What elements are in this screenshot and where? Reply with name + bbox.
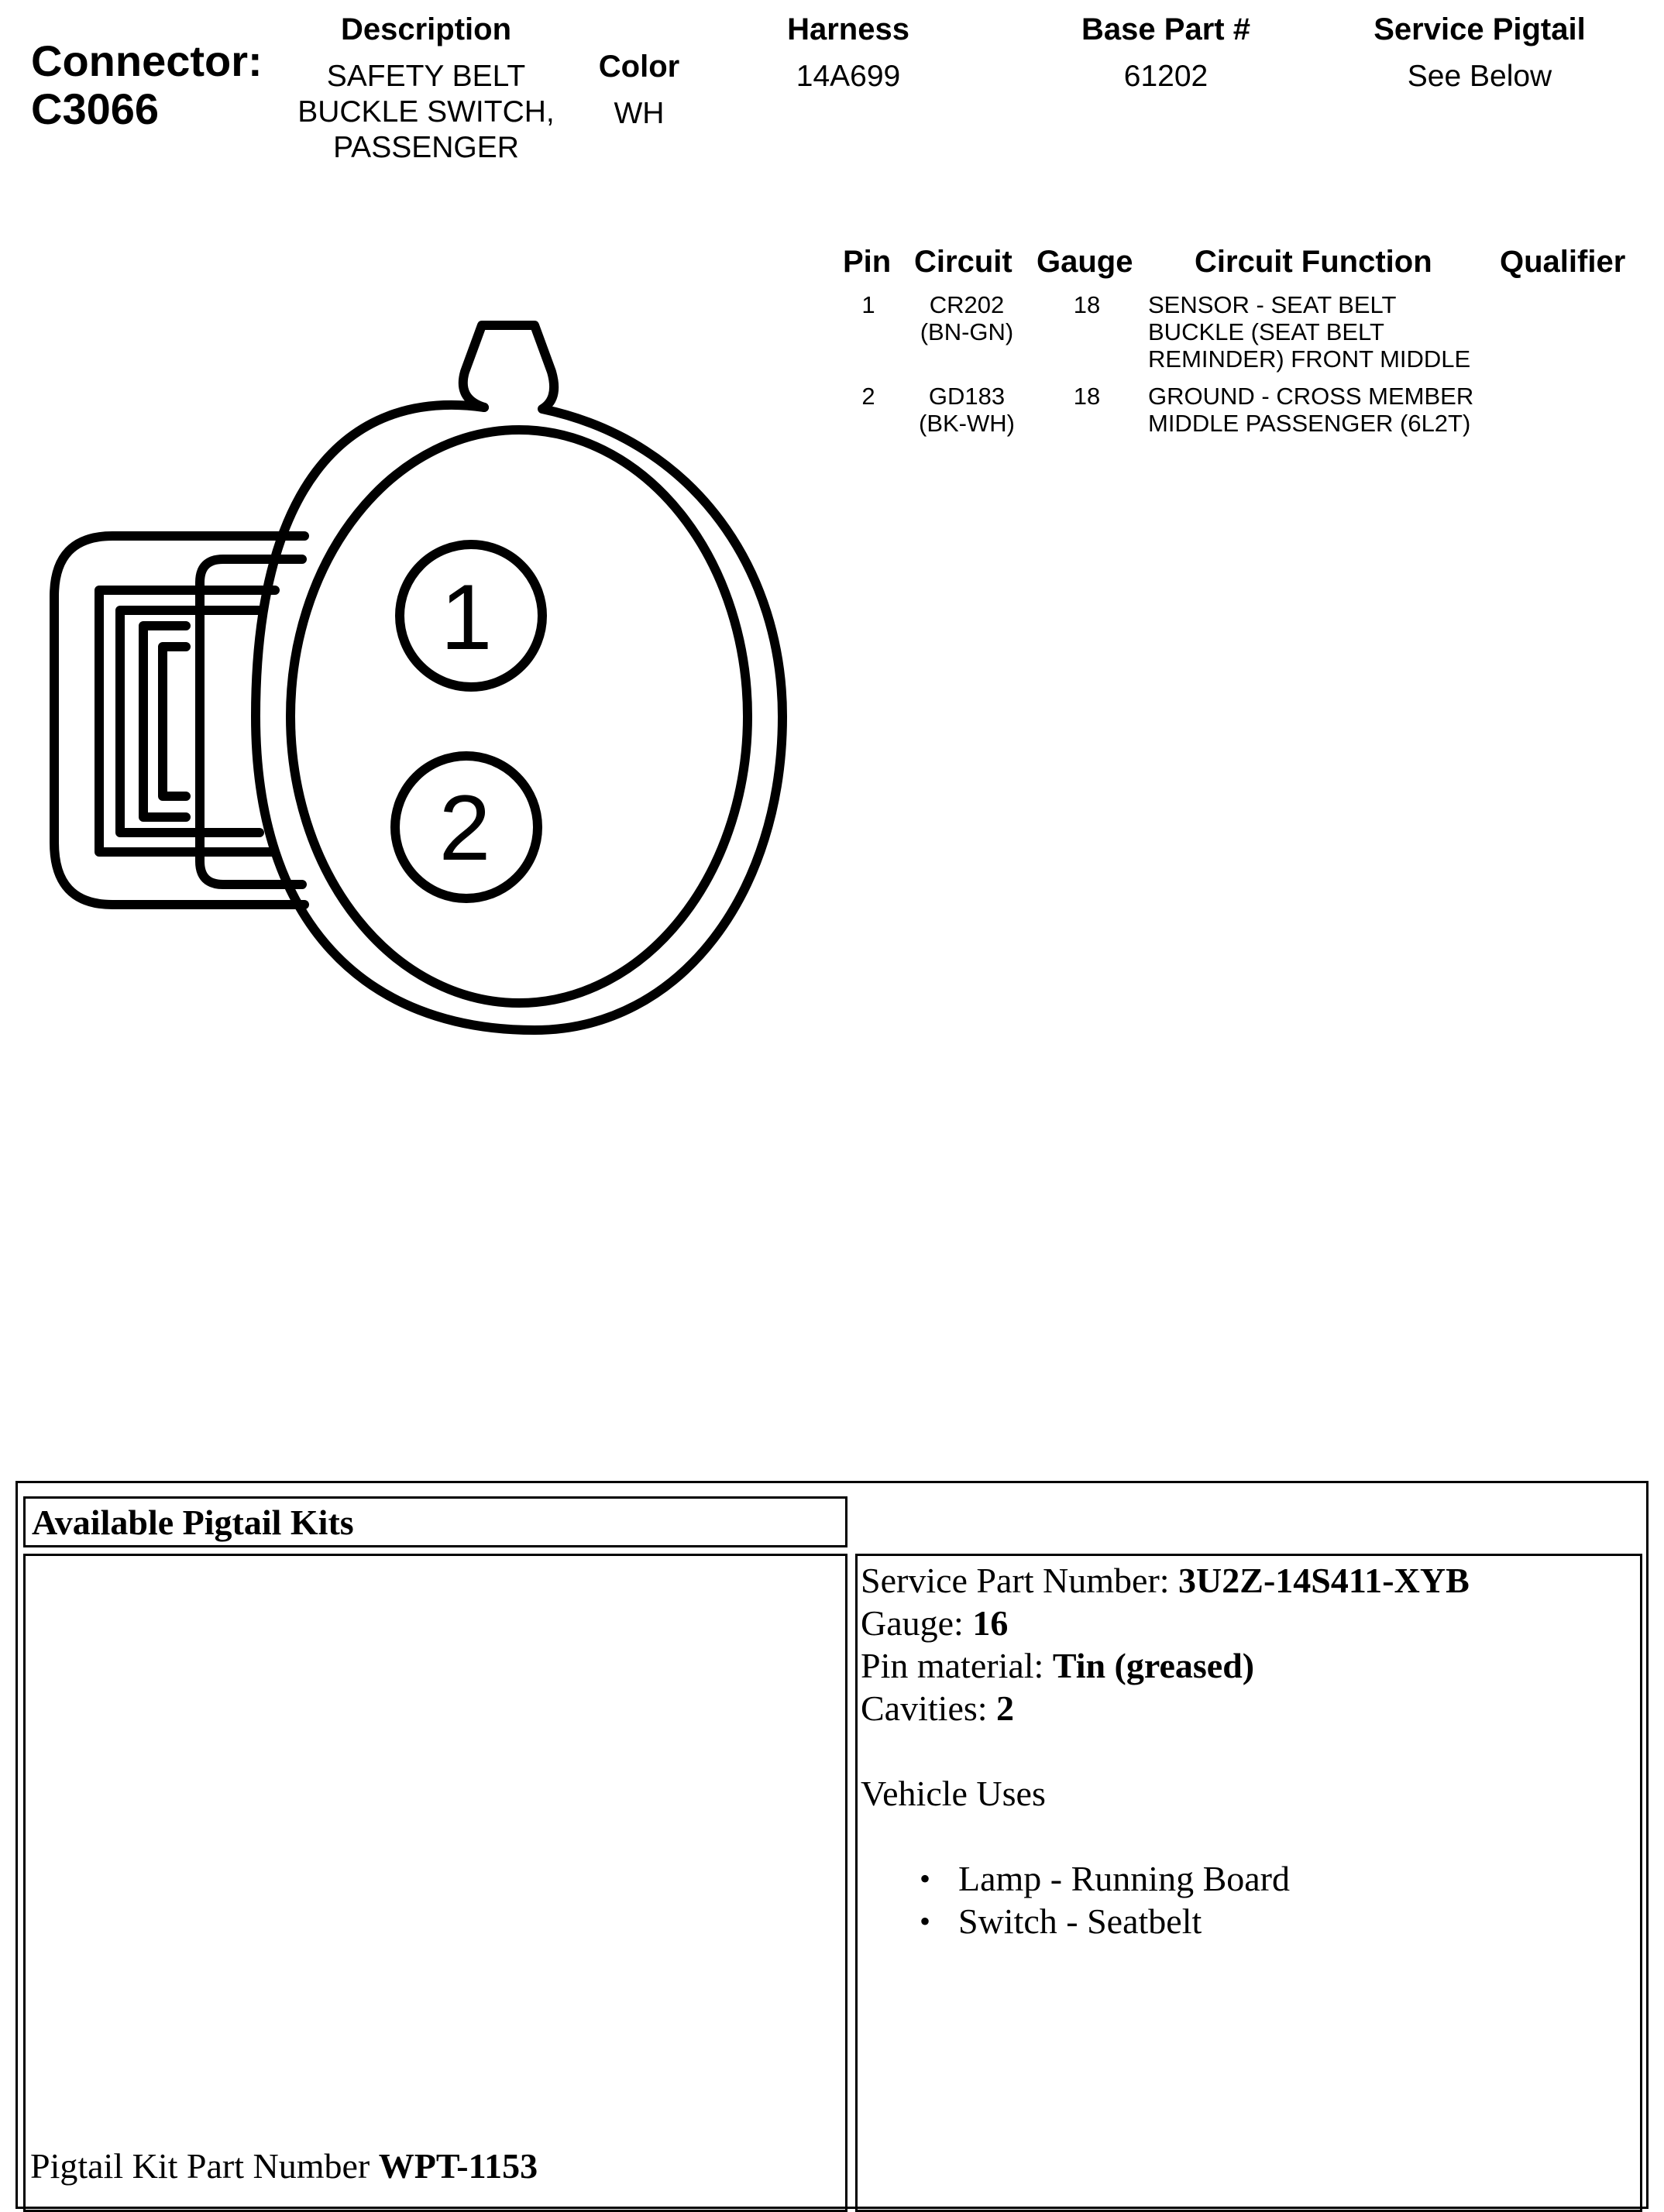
harness-label: Harness: [787, 12, 909, 46]
circuit-color: (BN-GN): [920, 318, 1014, 345]
vehicle-uses-label: Vehicle Uses: [861, 1774, 1046, 1813]
circuit-code: GD183: [928, 383, 1006, 410]
connector-label: Connector:: [31, 36, 263, 85]
function-line: SENSOR - SEAT BELT: [1148, 291, 1397, 318]
function-line: GROUND - CROSS MEMBER: [1148, 383, 1474, 410]
connector-face-diagram: [0, 294, 821, 1053]
connector-outer-arc: [256, 405, 535, 1030]
color-label: Color: [598, 50, 680, 84]
service-pigtail-label: Service Pigtail: [1373, 12, 1586, 46]
harness-value: 14A699: [796, 60, 901, 93]
kit-part-label: Pigtail Kit Part Number: [30, 2146, 379, 2186]
service-part-number: [861, 1559, 1470, 1602]
pigtail-image-cell: [23, 1554, 847, 2212]
description-value: [279, 59, 573, 166]
vehicle-use-item: • Switch - Seatbelt: [920, 1900, 1470, 1942]
connector-id: C3066: [31, 84, 160, 133]
circuit-function-cell: [1148, 291, 1470, 373]
circuit-cell: [899, 383, 1035, 437]
pigtail-kit-part-number: [30, 2145, 538, 2187]
base-part-label: Base Part #: [1081, 12, 1250, 46]
description-label: Description: [340, 12, 512, 46]
vehicle-use-item: • Lamp - Running Board: [920, 1857, 1470, 1900]
description-line: BUCKLE SWITCH,: [297, 95, 555, 129]
pigtail-section-title: Available Pigtail Kits: [32, 1503, 354, 1542]
circuit-header: Circuit: [914, 245, 1012, 279]
function-line: BUCKLE (SEAT BELT: [1148, 318, 1384, 345]
pin-material-line: [861, 1644, 1470, 1687]
qualifier-header: Qualifier: [1500, 245, 1626, 279]
circuit-function-header: Circuit Function: [1195, 245, 1432, 279]
pigtail-details-cell: [855, 1554, 1642, 2212]
gauge-line: [861, 1602, 1470, 1644]
circuit-function-cell: [1148, 383, 1473, 437]
function-line: MIDDLE PASSENGER (6L2T): [1148, 410, 1471, 437]
gauge-label: Gauge:: [861, 1603, 973, 1643]
pin-label-1: 1: [440, 565, 493, 669]
connector-face: [291, 430, 748, 1003]
color-value: WH: [614, 97, 665, 130]
base-part-value: 61202: [1123, 60, 1208, 93]
gauge-header: Gauge: [1037, 245, 1133, 279]
gauge-cell: 18: [1073, 383, 1101, 410]
function-line: REMINDER) FRONT MIDDLE: [1148, 345, 1471, 373]
pin-header: Pin: [843, 245, 892, 279]
circuit-color: (BK-WH): [919, 410, 1015, 437]
kit-part-value: WPT-1153: [378, 2146, 538, 2186]
description-line: PASSENGER: [333, 131, 519, 164]
pigtail-details: [861, 1559, 1470, 1942]
pin-material-label: Pin material:: [861, 1646, 1053, 1685]
pin-label-2: 2: [438, 776, 491, 880]
latch-tab-inner: [163, 647, 186, 796]
cavities-value: 2: [996, 1688, 1015, 1728]
circuit-cell: [899, 291, 1035, 345]
description-line: SAFETY BELT: [326, 60, 526, 93]
service-part-value: 3U2Z-14S411-XYB: [1178, 1561, 1470, 1600]
pin-number: 2: [861, 383, 875, 410]
pigtail-title-cell: [23, 1496, 847, 1547]
gauge-cell: 18: [1073, 291, 1101, 318]
circuit-code: CR202: [929, 291, 1005, 318]
cavities-line: [861, 1687, 1470, 1729]
service-part-label: Service Part Number:: [861, 1561, 1179, 1600]
connector-title: [31, 37, 263, 133]
cavities-label: Cavities:: [861, 1688, 997, 1728]
gauge-value: 16: [972, 1603, 1009, 1643]
service-pigtail-value: See Below: [1407, 60, 1552, 93]
pin-number: 1: [861, 291, 875, 318]
pin-material-value: Tin (greased): [1052, 1646, 1255, 1685]
vehicle-uses-list: [920, 1857, 1470, 1942]
